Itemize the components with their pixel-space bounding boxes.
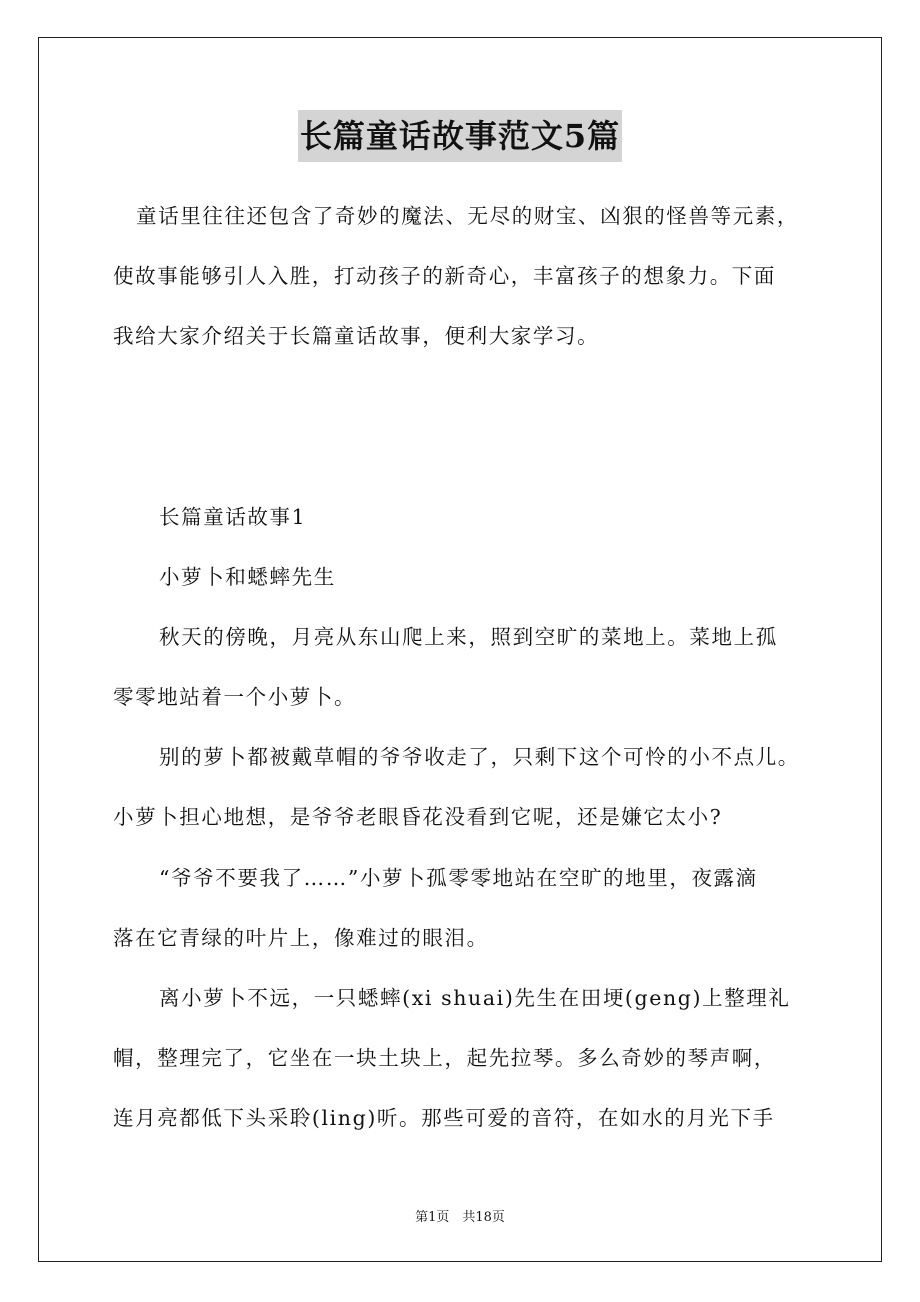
document-title-text: 长篇童话故事范文5篇 bbox=[298, 110, 622, 162]
paragraph-line: 别的萝卜都被戴草帽的爷爷收走了，只剩下这个可怜的小不点儿。 bbox=[159, 745, 800, 769]
section-heading-text: 长篇童话故事1 bbox=[159, 505, 307, 529]
intro-line: 童话里往往还包含了奇妙的魔法、无尽的财宝、凶狠的怪兽等元素， bbox=[136, 204, 799, 228]
story-paragraph-3 bbox=[113, 848, 813, 968]
story-title bbox=[113, 547, 813, 607]
intro-line: 使故事能够引人入胜，打动孩子的新奇心，丰富孩子的想象力。下面 bbox=[113, 264, 776, 288]
paragraph-line: 帽，整理完了，它坐在一块土块上，起先拉琴。多么奇妙的琴声啊， bbox=[113, 1046, 776, 1070]
paragraph-line: 连月亮都低下头采聆(ling)听。那些可爱的音符，在如水的月光下手 bbox=[113, 1106, 775, 1130]
section-heading bbox=[113, 487, 813, 547]
story-paragraph-2 bbox=[113, 727, 813, 847]
intro-line: 我给大家介绍关于长篇童话故事，便利大家学习。 bbox=[113, 324, 600, 348]
paragraph-line: 落在它青绿的叶片上，像难过的眼泪。 bbox=[113, 926, 489, 950]
intro-paragraph bbox=[113, 186, 813, 366]
story-title-text: 小萝卜和蟋蟀先生 bbox=[159, 565, 336, 589]
paragraph-line: 零零地站着一个小萝卜。 bbox=[113, 685, 357, 709]
story-paragraph-4 bbox=[113, 968, 813, 1148]
page-number-label: 第1页 共18页 bbox=[415, 1210, 505, 1225]
page-footer bbox=[0, 1206, 920, 1225]
paragraph-line: “爷爷不要我了……”小萝卜孤零零地站在空旷的地里，夜露滴 bbox=[159, 866, 758, 890]
paragraph-line: 秋天的傍晚，月亮从东山爬上来，照到空旷的菜地上。菜地上孤 bbox=[159, 625, 778, 649]
paragraph-line: 小萝卜担心地想，是爷爷老眼昏花没看到它呢，还是嫌它太小? bbox=[113, 805, 723, 829]
paragraph-line: 离小萝卜不远，一只蟋蟀(xi shuai)先生在田埂(geng)上整理礼 bbox=[159, 986, 791, 1010]
story-paragraph-1 bbox=[113, 607, 813, 727]
document-title bbox=[0, 110, 920, 162]
